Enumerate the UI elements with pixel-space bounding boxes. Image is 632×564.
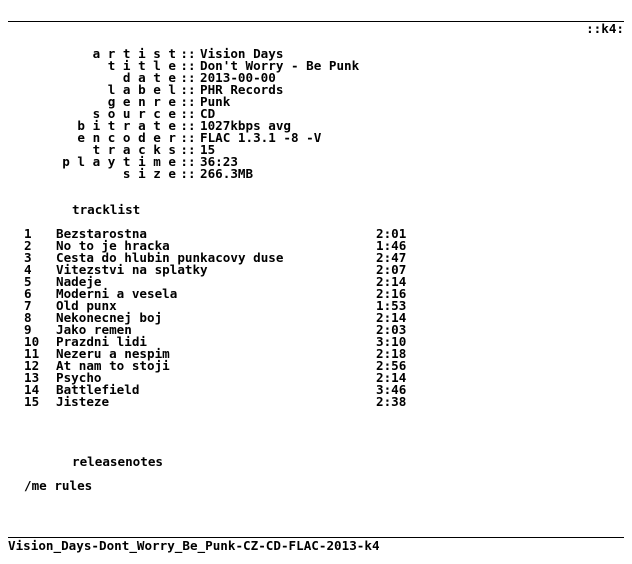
info-label: l a b e l bbox=[107, 82, 176, 97]
track-duration: 2:38 bbox=[376, 394, 407, 409]
track-number: 5 bbox=[24, 274, 32, 289]
track-duration: 2:16 bbox=[376, 286, 407, 301]
info-value: PHR Records bbox=[200, 82, 284, 97]
track-number: 4 bbox=[24, 262, 32, 277]
track-number: 2 bbox=[24, 238, 32, 253]
track-number: 6 bbox=[24, 286, 32, 301]
info-label: t r a c k s bbox=[92, 142, 176, 157]
track-title: Psycho bbox=[56, 370, 102, 385]
track-number: 3 bbox=[24, 250, 32, 265]
track-title: No to je hracka bbox=[56, 238, 170, 253]
track-duration: 2:14 bbox=[376, 310, 407, 325]
info-separator: :: bbox=[180, 106, 196, 121]
track-title: Nadeje bbox=[56, 274, 102, 289]
release-name: Vision_Days-Dont_Worry_Be_Punk-CZ-CD-FLAC-2013-k4 bbox=[8, 538, 380, 553]
info-value: 2013-00-00 bbox=[200, 70, 276, 85]
track-duration: 2:03 bbox=[376, 322, 407, 337]
track-duration: 3:10 bbox=[376, 334, 407, 349]
track-duration: 2:01 bbox=[376, 226, 407, 241]
info-label: t i t l e bbox=[107, 58, 176, 73]
track-title: At nam to stoji bbox=[56, 358, 170, 373]
track-title: Moderni a vesela bbox=[56, 286, 178, 301]
track-title: Battlefield bbox=[56, 382, 140, 397]
releasenotes-text: /me rules bbox=[24, 478, 93, 493]
track-title: Nekonecnej boj bbox=[56, 310, 163, 325]
info-label: p l a y t i m e bbox=[62, 154, 176, 169]
info-value: Vision Days bbox=[200, 46, 284, 61]
track-duration: 1:46 bbox=[376, 238, 407, 253]
info-value: 266.3MB bbox=[200, 166, 254, 181]
info-value: Punk bbox=[200, 94, 231, 109]
info-row bbox=[0, 168, 359, 180]
track-title: Prazdni lidi bbox=[56, 334, 147, 349]
info-separator: :: bbox=[180, 58, 196, 73]
track-number: 8 bbox=[24, 310, 32, 325]
info-label: b i t r a t e bbox=[77, 118, 176, 133]
info-separator: :: bbox=[180, 166, 196, 181]
tracklist bbox=[24, 228, 406, 408]
track-duration: 2:56 bbox=[376, 358, 407, 373]
track-title: Cesta do hlubin punkacovy duse bbox=[56, 250, 284, 265]
info-separator: :: bbox=[180, 94, 196, 109]
track-duration: 2:18 bbox=[376, 346, 407, 361]
track-number: 15 bbox=[24, 394, 40, 409]
info-label: s i z e bbox=[122, 166, 176, 181]
track-number: 14 bbox=[24, 382, 40, 397]
track-title: Nezeru a nespim bbox=[56, 346, 170, 361]
track-row bbox=[24, 396, 406, 408]
info-value: Don't Worry - Be Punk bbox=[200, 58, 360, 73]
info-value: FLAC 1.3.1 -8 -V bbox=[200, 130, 322, 145]
releasenotes-heading: releasenotes bbox=[72, 454, 163, 469]
track-number: 13 bbox=[24, 370, 40, 385]
track-number: 11 bbox=[24, 346, 40, 361]
info-label: g e n r e bbox=[107, 94, 176, 109]
info-value: 15 bbox=[200, 142, 216, 157]
track-duration: 2:07 bbox=[376, 262, 407, 277]
track-duration: 2:14 bbox=[376, 370, 407, 385]
info-value: 36:23 bbox=[200, 154, 238, 169]
track-title: Jako remen bbox=[56, 322, 132, 337]
tracklist-heading: tracklist bbox=[72, 202, 141, 217]
info-value: CD bbox=[200, 106, 216, 121]
info-separator: :: bbox=[180, 46, 196, 61]
track-number: 9 bbox=[24, 322, 32, 337]
track-title: Old punx bbox=[56, 298, 117, 313]
track-duration: 2:47 bbox=[376, 250, 407, 265]
track-number: 10 bbox=[24, 334, 40, 349]
info-separator: :: bbox=[180, 142, 196, 157]
track-number: 1 bbox=[24, 226, 32, 241]
info-separator: :: bbox=[180, 82, 196, 97]
track-title: Jisteze bbox=[56, 394, 110, 409]
info-separator: :: bbox=[180, 154, 196, 169]
group-tag: ::k4: bbox=[586, 21, 624, 36]
track-title: Bezstarostna bbox=[56, 226, 147, 241]
info-label: a r t i s t bbox=[92, 46, 176, 61]
track-duration: 3:46 bbox=[376, 382, 407, 397]
info-value: 1027kbps avg bbox=[200, 118, 291, 133]
info-label: d a t e bbox=[122, 70, 176, 85]
track-duration: 2:14 bbox=[376, 274, 407, 289]
info-separator: :: bbox=[180, 70, 196, 85]
track-number: 7 bbox=[24, 298, 32, 313]
track-title: Vitezstvi na splatky bbox=[56, 262, 208, 277]
info-label: s o u r c e bbox=[92, 106, 176, 121]
track-number: 12 bbox=[24, 358, 40, 373]
top-rule bbox=[8, 21, 624, 22]
info-label: e n c o d e r bbox=[77, 130, 176, 145]
info-separator: :: bbox=[180, 130, 196, 145]
info-separator: :: bbox=[180, 118, 196, 133]
release-info bbox=[0, 48, 359, 180]
track-duration: 1:53 bbox=[376, 298, 407, 313]
